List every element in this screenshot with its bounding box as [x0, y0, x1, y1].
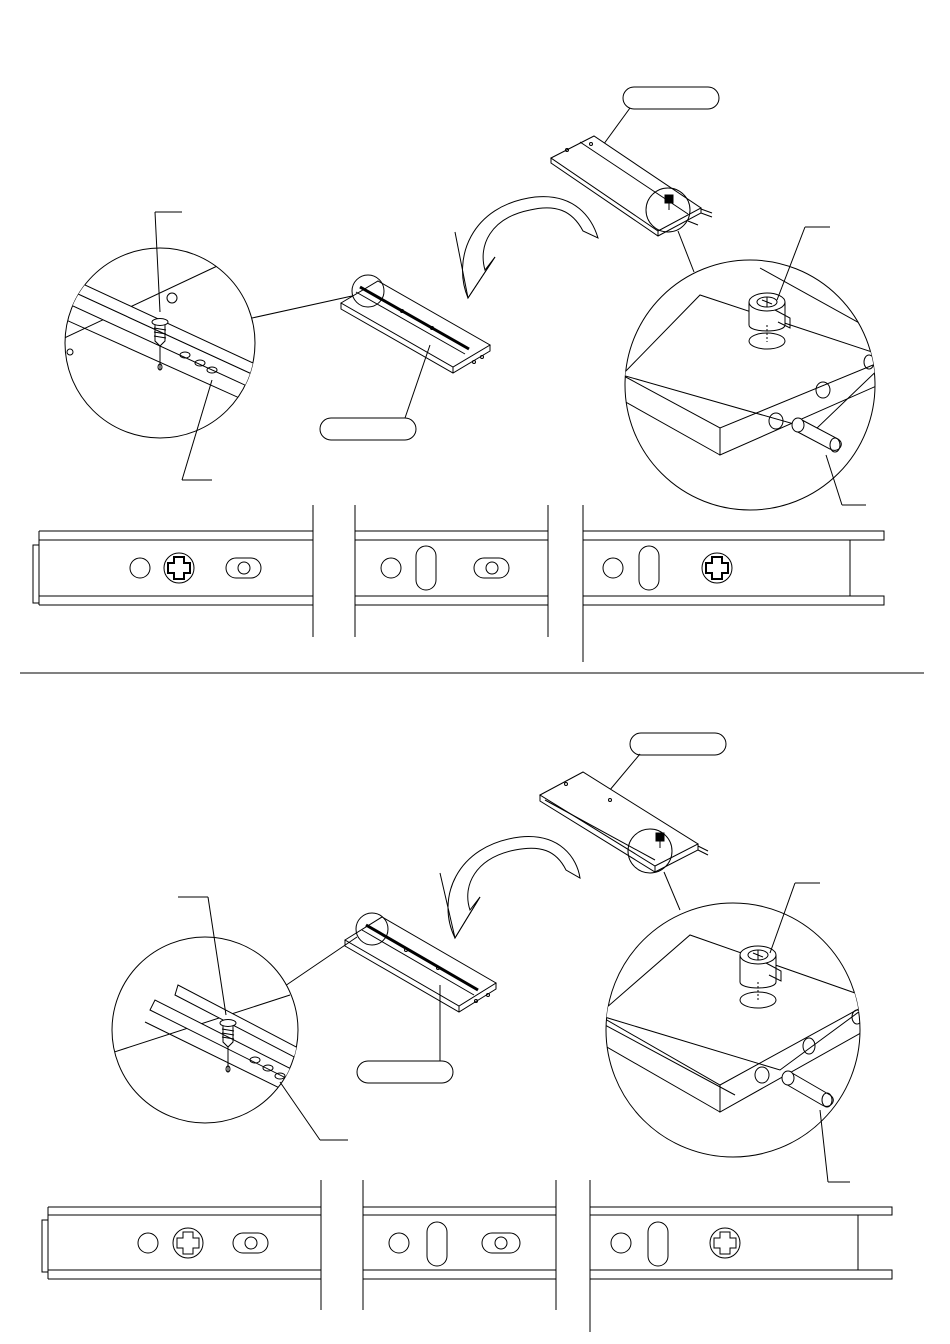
- shelf-board-center: [345, 917, 496, 1012]
- part-label-shelf-center: [320, 418, 416, 440]
- rail-strip-lower: [42, 1180, 892, 1332]
- leader-line: [280, 1082, 320, 1140]
- leader-line: [820, 1110, 828, 1182]
- leader-line: [282, 937, 357, 988]
- part-label-shelf-center: [357, 1061, 453, 1083]
- phillips-screw-head-icon: [702, 553, 732, 583]
- phillips-screw-head-icon: [164, 553, 194, 583]
- leader-line: [664, 872, 680, 910]
- step-lower: [42, 733, 892, 1332]
- part-label-shelf-top: [630, 733, 726, 755]
- cam-lock-icon: [749, 293, 790, 349]
- step-upper: [33, 87, 890, 662]
- phillips-screw-head-icon: [173, 1228, 203, 1258]
- part-label-shelf-top: [623, 87, 719, 109]
- flip-arrow-icon: [448, 837, 580, 938]
- phillips-screw-head-icon: [710, 1228, 740, 1258]
- flip-arrow-icon: [463, 197, 598, 298]
- shelf-board-top: [551, 136, 712, 236]
- leader-line: [252, 296, 352, 318]
- rail-strip-upper: [33, 505, 884, 662]
- cam-lock-icon: [740, 946, 781, 1008]
- leader-line: [405, 345, 430, 418]
- leader-line: [678, 231, 694, 272]
